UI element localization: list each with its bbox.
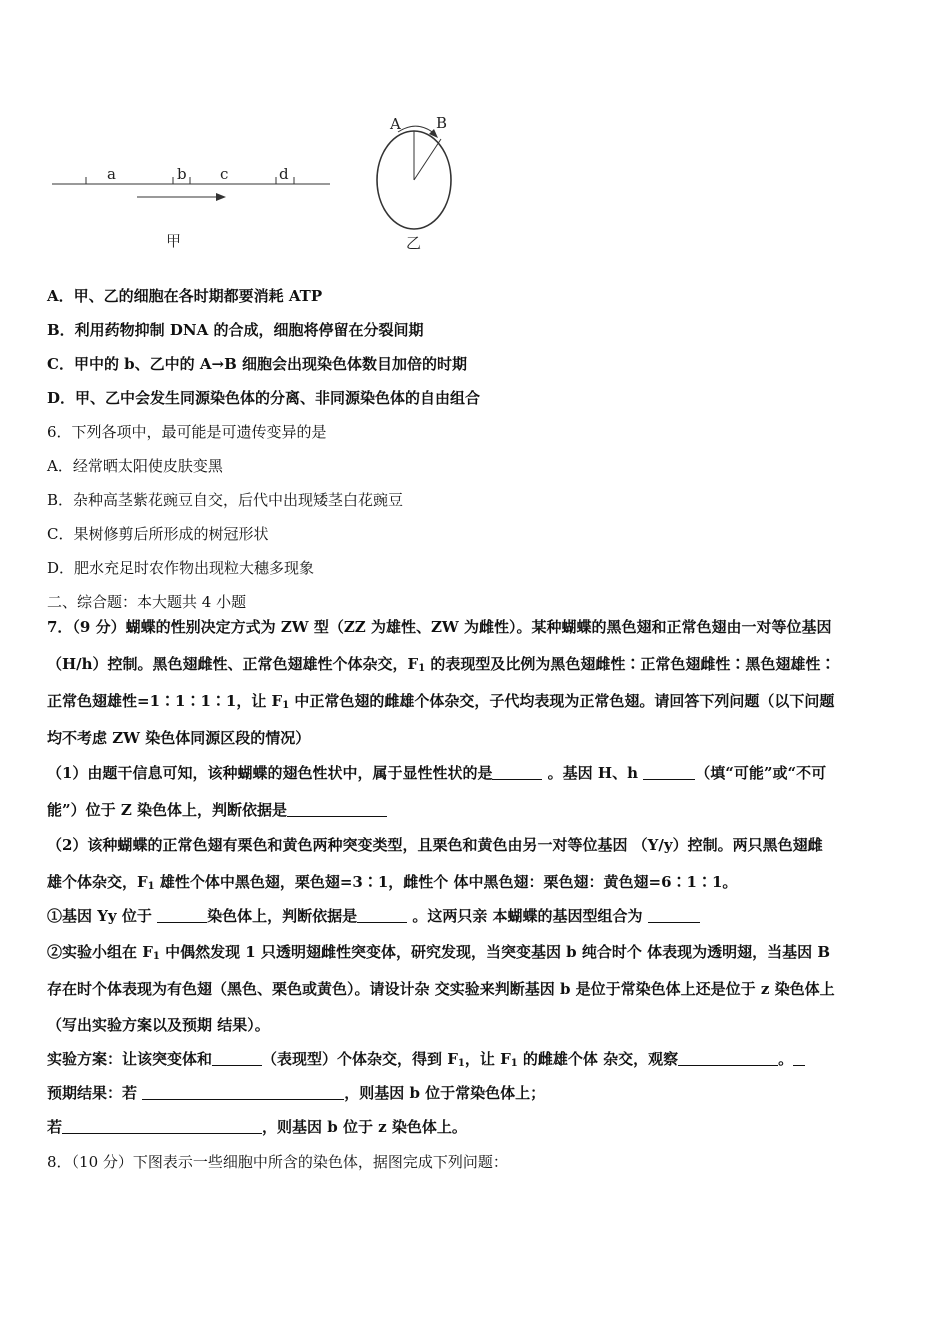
q7-experiment-plan: 实验方案：让该突变体和 （表现型）个体杂交，得到 $F_1$，让 $F_1$ 的雌雄个体 杂交，观察 。 xyxy=(47,1049,805,1074)
q7-line-4: 均不考虑 ZW 染色体同源区段的情况） xyxy=(47,729,311,747)
caption-jia: 甲 xyxy=(166,232,182,250)
answer-blank xyxy=(492,765,542,780)
answer-blank xyxy=(793,1051,805,1066)
cell-cycle-diagram xyxy=(40,105,480,265)
answer-blank xyxy=(357,908,407,923)
label-d: d xyxy=(279,165,289,183)
q7-expected-result-1: 预期结果：若 ，则基因 b 位于常染色体上； xyxy=(47,1084,546,1102)
q7-sub1: ①基因 Yy 位于 染色体上，判断依据是 。这两只亲 本蝴蝶的基因型组合为 xyxy=(47,906,700,926)
caption-yi: 乙 xyxy=(406,234,422,252)
answer-blank xyxy=(212,1051,262,1066)
label-b: b xyxy=(177,165,187,183)
q7-sub2-line-3: （写出实验方案以及预期 结果）。 xyxy=(47,1016,270,1034)
q7-line-3: 正常色翅雄性=1∶1∶1∶1，让 $F_1$ 中正常色翅的雌雄个体杂交，子代均表现为正常色翅。请回答下列问题（以下问题 xyxy=(47,692,835,711)
q7-sub2-line-1: ②实验小组在 $F_1$ 中偶然发现 1 只透明翅雌性突变体，研究发现，当突变基因 b 纯合时个 体表现为透明翅，当基因 B xyxy=(47,943,831,962)
answer-blank xyxy=(142,1085,344,1100)
q7-expected-result-2: 若 ，则基因 b 位于 z 染色体上。 xyxy=(47,1118,467,1136)
q7-part1-line-1: （1）由题干信息可知，该种蝴蝶的翅色性状中，属于显性性状的是 。基因 H、h （填“可能”或“不可 xyxy=(47,764,827,782)
label-A: A xyxy=(390,115,401,133)
answer-blank xyxy=(287,802,387,817)
q7-part2-line-2: 雄个体杂交，$F_1$ 雄性个体中黑色翅，栗色翅=3∶1，雌性个 体中黑色翅：栗色翅：黄色翅=6∶1∶1。 xyxy=(47,873,738,892)
answer-blank xyxy=(157,908,207,923)
radius-b xyxy=(414,139,441,180)
q6-option-d: D．肥水充足时农作物出现粒大穗多现象 xyxy=(47,559,315,577)
q7-sub2-line-2: 存在时个体表现为有色翅（黑色、栗色或黄色）。请设计杂 交实验来判断基因 b 是位于常染色体上还是位于 z 染色体上 xyxy=(47,980,835,998)
q6-stem: 6．下列各项中，最可能是可遗传变异的是 xyxy=(47,423,327,441)
q7-line-1: 7．（9 分）蝴蝶的性别决定方式为 ZW 型（ZZ 为雄性、ZW 为雌性）。某种蝴蝶的黑色翅和正常色翅由一对等位基因 xyxy=(47,618,832,636)
label-c: c xyxy=(220,165,229,183)
q5-option-b: B．利用药物抑制 DNA 的合成，细胞将停留在分裂间期 xyxy=(47,321,424,339)
q6-option-b: B．杂种高茎紫花豌豆自交，后代中出现矮茎白花豌豆 xyxy=(47,491,404,509)
q5-option-d: D．甲、乙中会发生同源染色体的分离、非同源染色体的自由组合 xyxy=(47,389,481,407)
answer-blank xyxy=(62,1119,262,1134)
label-a: a xyxy=(107,165,116,183)
label-B: B xyxy=(436,114,448,132)
section-2-heading: 二、综合题：本大题共 4 小题 xyxy=(47,593,247,611)
q7-part2-line-1: （2）该种蝴蝶的正常色翅有栗色和黄色两种突变类型，且栗色和黄色由另一对等位基因 （Y/y）控制。两只黑色翅雌 xyxy=(47,836,823,854)
cell-cycle-figure xyxy=(40,105,480,265)
direction-arrow-head xyxy=(216,193,226,201)
q5-option-a: A．甲、乙的细胞在各时期都要消耗 ATP xyxy=(47,287,323,305)
q6-option-a: A．经常晒太阳使皮肤变黑 xyxy=(47,457,223,475)
answer-blank xyxy=(643,765,695,780)
q6-option-c: C．果树修剪后所形成的树冠形状 xyxy=(47,525,269,543)
q8-stem: 8．（10 分）下图表示一些细胞中所含的染色体，据图完成下列问题： xyxy=(47,1153,508,1171)
q5-option-c: C．甲中的 b、乙中的 A→B 细胞会出现染色体数目加倍的时期 xyxy=(47,355,467,373)
answer-blank xyxy=(648,908,700,923)
answer-blank xyxy=(678,1051,778,1066)
q7-line-2: （H/h）控制。黑色翅雌性、正常色翅雄性个体杂交，$F_1$ 的表现型及比例为黑色翅雌性∶正常色翅雌性∶黑色翅雄性∶ xyxy=(47,655,836,674)
q7-part1-line-2: 能”）位于 Z 染色体上，判断依据是 xyxy=(47,800,387,820)
